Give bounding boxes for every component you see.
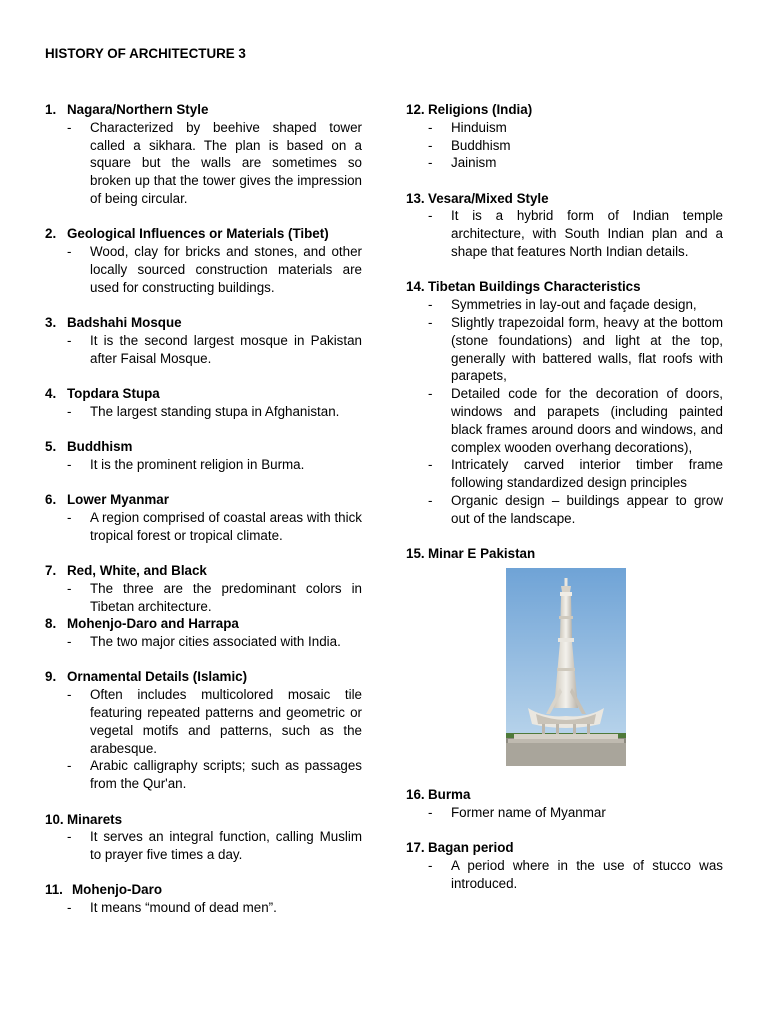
minar-e-pakistan-photo (406, 568, 723, 766)
item-number: 10. (45, 811, 64, 827)
item-number: 6. (45, 492, 57, 508)
dash-marker: - (67, 244, 72, 260)
bullet-text: Jainism (451, 155, 497, 171)
bullet-text: It is the second largest mosque in Pakistan after Faisal Mosque. (90, 332, 362, 366)
list-item (45, 562, 362, 615)
item-number: 11. (45, 882, 63, 898)
dash-marker: - (428, 386, 433, 402)
document-title: HISTORY OF ARCHITECTURE 3 (45, 46, 246, 61)
bullet-text: Wood, clay for bricks and stones, and other locally sourced construction materials are used for constructing buildings. (90, 244, 362, 295)
dash-marker: - (428, 208, 433, 224)
item-heading: Burma (428, 786, 471, 802)
left-column (45, 101, 362, 934)
item-number: 8. (45, 616, 57, 632)
dash-marker: - (67, 634, 72, 650)
item-heading: Minar E Pakistan (428, 546, 536, 562)
list-item (45, 101, 362, 208)
right-column (406, 101, 723, 910)
bullet-text: Symmetries in lay-out and façade design, (451, 297, 697, 313)
dash-marker: - (67, 687, 72, 703)
dash-marker: - (428, 857, 433, 873)
list-item (45, 881, 362, 917)
item-number: 15. (406, 546, 425, 562)
dash-marker: - (428, 137, 433, 153)
item-number: 12. (406, 102, 425, 117)
dash-marker: - (428, 119, 433, 135)
dash-marker: - (428, 155, 433, 171)
bullet-text: Slightly trapezoidal form, heavy at the bottom (stone foundations) and light at the top, generally with battered walls, flat roofs with parapets, (451, 314, 723, 384)
dash-marker: - (428, 314, 433, 330)
item-heading: Ornamental Details (Islamic) (67, 669, 248, 685)
list-item (406, 839, 723, 892)
dash-marker: - (428, 804, 433, 820)
item-number: 1. (45, 102, 57, 117)
bullet-text: Organic design – buildings appear to grow out of the landscape. (451, 492, 723, 526)
list-item (45, 668, 362, 793)
list-item (45, 225, 362, 296)
dash-marker: - (67, 758, 72, 774)
item-number: 13. (406, 190, 425, 206)
bullet-text: A period where in the use of stucco was introduced. (451, 857, 723, 891)
bullet-text: The largest standing stupa in Afghanistan. (90, 403, 340, 419)
dash-marker: - (428, 492, 433, 508)
bullet-text: A region comprised of coastal areas with thick tropical forest or tropical climate. (90, 509, 362, 543)
dash-marker: - (428, 297, 433, 313)
bullet-text: It is a hybrid form of Indian temple architecture, with South Indian plan and a shape that features North Indian details. (451, 208, 723, 260)
dash-marker: - (67, 509, 72, 525)
item-heading: Mohenjo-Daro and Harrapa (67, 616, 239, 632)
item-number: 4. (45, 385, 57, 401)
item-heading: Mohenjo-Daro (72, 882, 163, 898)
list-item (406, 101, 723, 172)
dash-marker: - (67, 456, 72, 472)
list-item (406, 278, 723, 527)
item-heading: Topdara Stupa (67, 385, 160, 401)
item-heading: Geological Influences or Materials (Tibet) (67, 226, 329, 242)
item-heading: Vesara/Mixed Style (428, 190, 549, 206)
bullet-text: Detailed code for the decoration of doors, windows and parapets (including painted black frames around doors and windows, and complex wooden overhang decorations), (451, 386, 723, 455)
item-heading: Religions (India) (428, 102, 533, 117)
dash-marker: - (67, 403, 72, 419)
item-heading: Nagara/Northern Style (67, 102, 209, 117)
list-item (45, 314, 362, 367)
item-number: 17. (406, 839, 425, 855)
minar-tower-image (506, 568, 626, 766)
list-item (406, 545, 723, 766)
item-number: 5. (45, 438, 57, 454)
bullet-text: The two major cities associated with India. (90, 634, 341, 650)
dash-marker: - (428, 457, 433, 473)
list-item (406, 786, 723, 822)
list-item (45, 811, 362, 864)
item-number: 9. (45, 669, 57, 685)
bullet-text: Intricately carved interior timber frame following standardized design principles (451, 457, 723, 491)
item-heading: Bagan period (428, 839, 514, 855)
dash-marker: - (67, 829, 72, 845)
list-item (45, 385, 362, 421)
item-heading: Buddhism (67, 438, 133, 454)
bullet-text: It serves an integral function, calling Muslim to prayer five times a day. (90, 829, 362, 863)
bullet-text: Buddhism (451, 137, 511, 153)
list-item (45, 615, 362, 651)
bullet-text: Former name of Myanmar (451, 804, 606, 820)
bullet-text: It is the prominent religion in Burma. (90, 456, 305, 472)
bullet-text: Hinduism (451, 119, 507, 135)
item-heading: Red, White, and Black (67, 562, 207, 578)
list-item (406, 190, 723, 261)
bullet-text: It means “mound of dead men”. (90, 900, 277, 916)
item-number: 14. (406, 279, 425, 295)
dash-marker: - (67, 119, 72, 135)
item-number: 16. (406, 786, 425, 802)
item-number: 7. (45, 562, 57, 578)
dash-marker: - (67, 580, 72, 596)
item-number: 3. (45, 314, 57, 330)
item-heading: Lower Myanmar (67, 492, 169, 508)
item-number: 2. (45, 226, 57, 242)
dash-marker: - (67, 900, 72, 916)
bullet-text: Characterized by beehive shaped tower called a sikhara. The plan is based on a square but the walls are sometimes so broken up that the tower gives the impression of being circular. (90, 119, 362, 206)
bullet-text: Often includes multicolored mosaic tile featuring repeated patterns and geometric or vegetal motifs and patterns, such as the arabesque. (90, 687, 362, 756)
item-heading: Badshahi Mosque (67, 314, 182, 330)
item-heading: Tibetan Buildings Characteristics (428, 279, 641, 295)
list-item (45, 491, 362, 544)
list-item (45, 438, 362, 474)
bullet-text: The three are the predominant colors in Tibetan architecture. (90, 580, 362, 614)
bullet-text: Arabic calligraphy scripts; such as passages from the Qur'an. (90, 758, 362, 792)
dash-marker: - (67, 332, 72, 348)
item-heading: Minarets (67, 811, 123, 827)
